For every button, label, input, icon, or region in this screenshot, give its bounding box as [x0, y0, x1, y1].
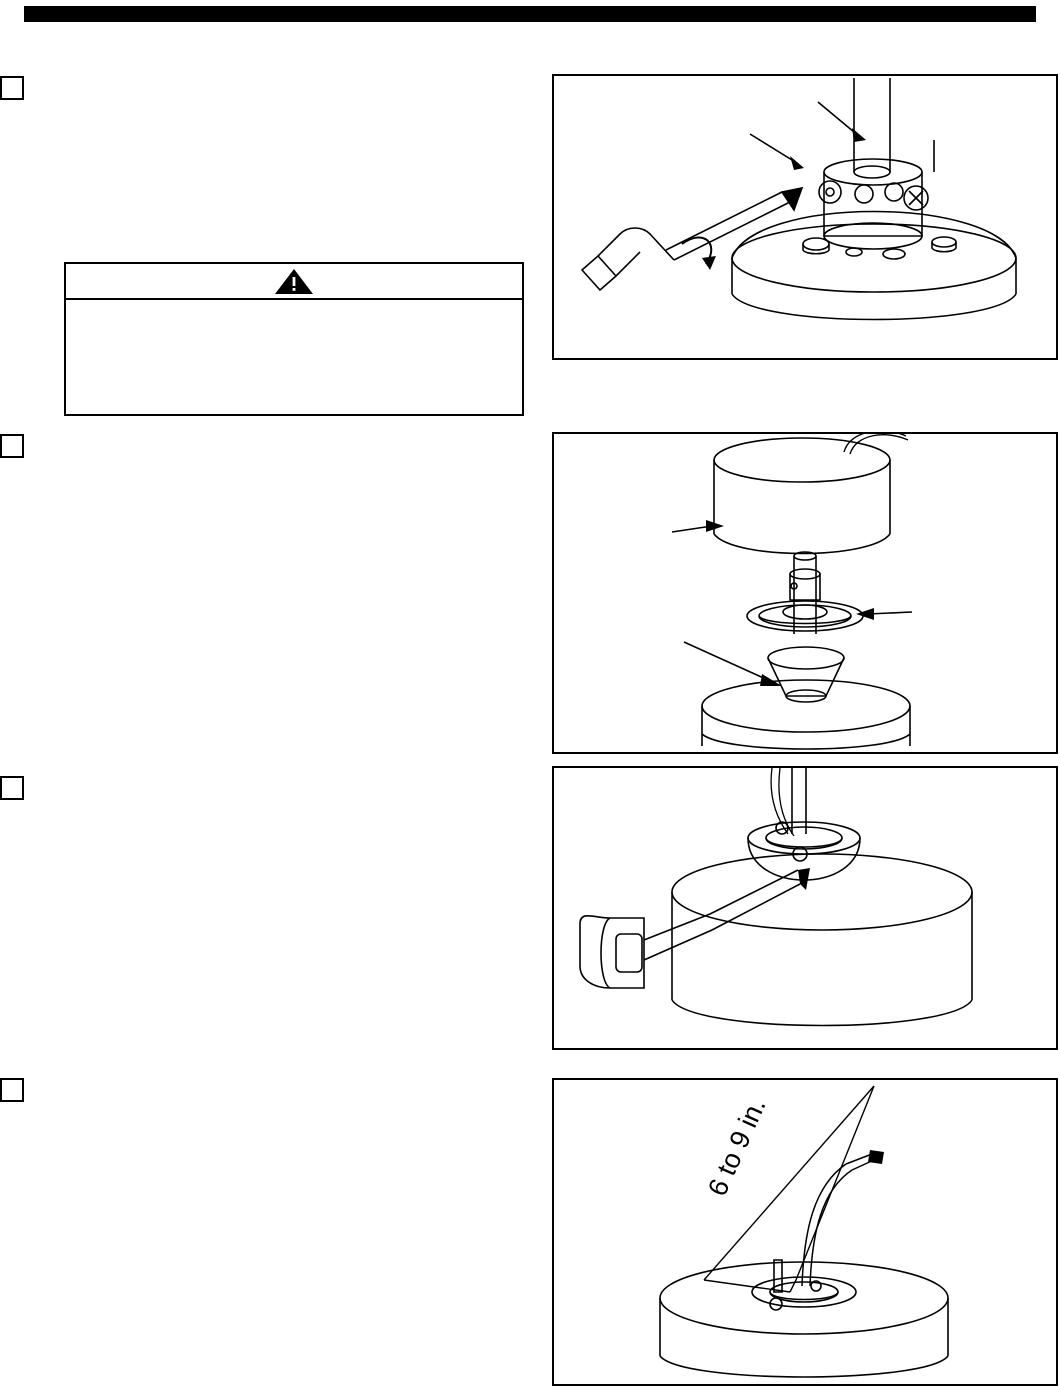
- warning-body: [66, 300, 522, 316]
- warning-box: [64, 262, 524, 416]
- figure-4-illustration: [554, 1080, 1056, 1384]
- warning-triangle-icon: [272, 266, 316, 296]
- figure-4-dimension-label: 6 to 9 in.: [702, 1093, 772, 1201]
- figure-3-illustration: [554, 768, 1056, 1048]
- figure-1: [552, 74, 1058, 360]
- step-number-3: [0, 776, 24, 800]
- figure-3: [552, 766, 1058, 1050]
- page-top-rule: [24, 6, 1036, 22]
- step-number-2: [0, 434, 24, 458]
- step-number-4: [0, 1078, 24, 1102]
- figure-2: [552, 432, 1058, 754]
- figure-4: [552, 1078, 1058, 1386]
- step-number-1: [0, 76, 24, 100]
- figure-1-illustration: [554, 76, 1056, 358]
- figure-2-illustration: [554, 434, 1056, 752]
- warning-header: [66, 264, 522, 300]
